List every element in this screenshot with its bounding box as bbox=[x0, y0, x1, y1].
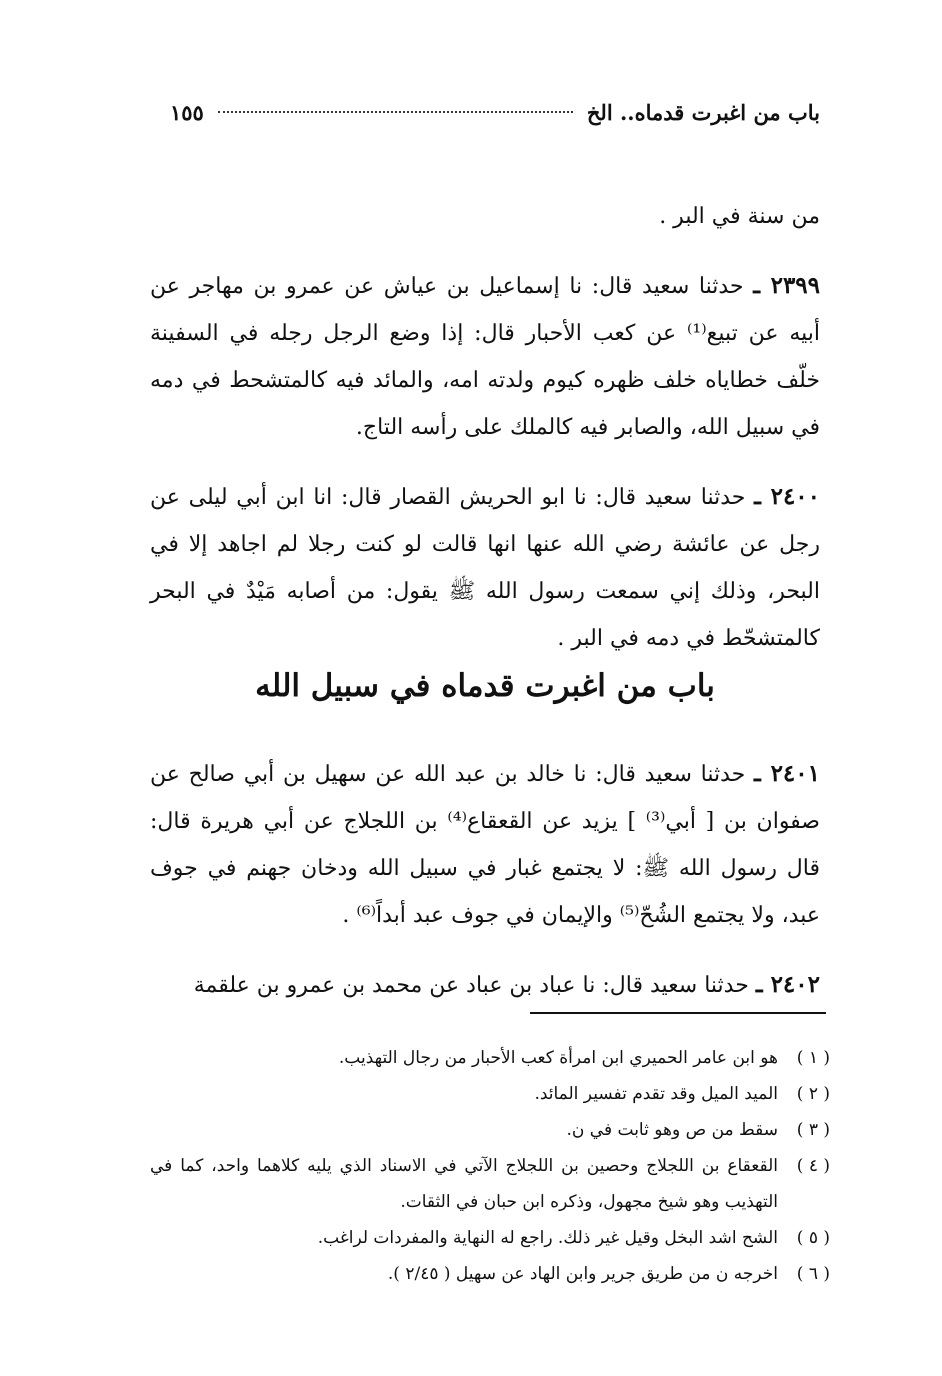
footnote-mark: ( ٥ ) bbox=[796, 1228, 830, 1248]
footnote-text: القعقاع بن اللجلاج وحصين بن اللجلاج الآتي في الاسناد الذي يليه كلاهما واحد، كما في التهذيب وهو شيخ مجهول، وذكره ابن حبان في الثقات. bbox=[150, 1156, 778, 1212]
footnote-text: الشح اشد البخل وقيل غير ذلك. راجع له النهاية والمفردات لراغب. bbox=[317, 1228, 778, 1248]
chapter-heading: باب من اغبرت قدماه في سبيل الله bbox=[255, 668, 715, 704]
footnote bbox=[150, 1040, 830, 1076]
footnote bbox=[150, 1256, 830, 1292]
footnote-mark: ( ٤ ) bbox=[796, 1156, 830, 1176]
hadith-2400 bbox=[150, 473, 820, 662]
paragraph-text: من سنة في البر . bbox=[659, 204, 820, 229]
footnote-mark: ( ٣ ) bbox=[796, 1120, 830, 1140]
footnotes bbox=[150, 1040, 830, 1292]
footnote-text: اخرجه ن من طريق جرير وابن الهاد عن سهيل ( ٢/٤٥ ). bbox=[387, 1264, 778, 1284]
running-header bbox=[170, 96, 820, 128]
footnote bbox=[150, 1112, 830, 1148]
hadith-number: ٢٤٠١ ـ bbox=[754, 760, 820, 787]
hadith-2399 bbox=[150, 262, 820, 451]
footnote bbox=[150, 1220, 830, 1256]
dotted-leader bbox=[218, 111, 573, 113]
footnote-text: سقط من ص وهو ثابت في ن. bbox=[566, 1120, 778, 1140]
footnote-mark: ( ٦ ) bbox=[796, 1264, 830, 1284]
paragraph-text: حدثنا سعيد قال: نا خالد بن عبد الله عن سهيل بن أبي صالح عن صفوان بن [ أبي⁽³⁾ ] يزيد عن القعقاع⁽⁴⁾ بن اللجلاج عن أبي هريرة قال: قال رسول الله ﷺ: لا يجتمع غبار في سبيل الله ودخان جهنم في جوف عبد، ولا يجتمع الشُحّ⁽⁵⁾ والإيمان في جوف عبد أبداً⁽⁶⁾ . bbox=[150, 762, 820, 928]
paragraph-text: حدثنا سعيد قال: نا إسماعيل بن عياش عن عمرو بن مهاجر عن أبيه عن تبيع⁽¹⁾ عن كعب الأحبار قال: إذا وضع الرجل رجله في السفينة خلّف خطاياه خلف ظهره كيوم ولدته امه، والمائد فيه كالمتشحط في دمه في سبيل الله، والصابر فيه كالملك على رأسه التاج. bbox=[150, 274, 820, 440]
main-text-section-1 bbox=[150, 192, 820, 684]
footnote bbox=[150, 1148, 830, 1220]
footnote-mark: ( ١ ) bbox=[796, 1048, 830, 1068]
footnote-text: الميد الميل وقد تقدم تفسير المائد. bbox=[534, 1084, 778, 1104]
hadith-number: ٢٤٠٠ ـ bbox=[754, 483, 821, 510]
hadith-2402 bbox=[150, 961, 820, 1009]
hadith-number: ٢٤٠٢ ـ bbox=[755, 971, 820, 998]
page-number: ١٥٥ bbox=[170, 99, 204, 125]
hadith-2401 bbox=[150, 750, 820, 939]
paragraph-text: حدثنا سعيد قال: نا ابو الحريش القصار قال: انا ابن أبي ليلى عن رجل عن عائشة رضي الله عنها انها قالت لو كنت رجلا لم اجاهد إلا في البحر، وذلك إني سمعت رسول الله ﷺ يقول: من أصابه مَيْدٌ في البحر كالمتشحّط في دمه في البر . bbox=[150, 485, 820, 651]
footnote-text: هو ابن عامر الحميري ابن امرأة كعب الأحبار من رجال التهذيب. bbox=[338, 1048, 778, 1068]
footnote bbox=[150, 1076, 830, 1112]
main-text-section-2 bbox=[150, 750, 820, 1031]
footnote-mark: ( ٢ ) bbox=[796, 1084, 830, 1104]
hadith-number: ٢٣٩٩ ـ bbox=[753, 272, 821, 299]
paragraph-text: حدثنا سعيد قال: نا عباد بن عباد عن محمد بن عمرو بن علقمة bbox=[193, 973, 756, 998]
paragraph-continuation bbox=[150, 192, 820, 240]
chapter-title: باب من اغبرت قدماه.. الخ bbox=[586, 99, 820, 125]
footnote-separator bbox=[530, 1012, 826, 1014]
